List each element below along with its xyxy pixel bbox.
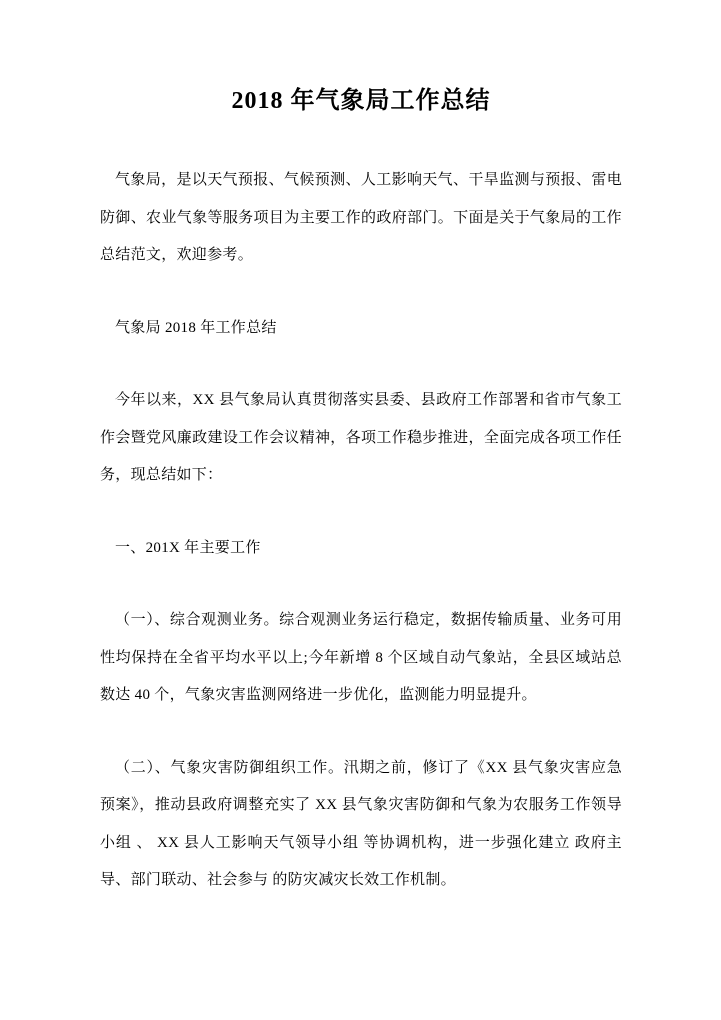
doc-paragraph-item-2: （二）、气象灾害防御组织工作。汛期之前，修订了《XX 县气象灾害应急预案》，推动县政府调整充实了 XX 县气象灾害防御和气象为农服务工作领导小组 、 XX 县人工影响天气领导小组 等协调机构，进一步强化建立 政府主导、部门联动、社会参与 的防灾减灾长效工作机制。 [100, 759, 622, 888]
doc-paragraph-overview: 今年以来，XX 县气象局认真贯彻落实县委、县政府工作部署和省市气象工作会暨党风廉政建设工作会议精神，各项工作稳步推进，全面完成各项工作任务，现总结如下： [100, 392, 622, 483]
doc-paragraph-subtitle: 气象局 2018 年工作总结 [115, 319, 277, 336]
doc-paragraph-intro: 气象局，是以天气预报、气候预测、人工影响天气、干旱监测与预报、雷电防御、农业气象等服务项目为主要工作的政府部门。下面是关于气象局的工作总结范文，欢迎参考。 [100, 172, 622, 263]
doc-paragraph-item-1: （一）、综合观测业务。综合观测业务运行稳定，数据传输质量、业务可用性均保持在全省平均水平以上;今年新增 8 个区域自动气象站，全县区域站总数达 40 个，气象灾害监测网络进一步优化，监测能力明显提升。 [100, 612, 622, 703]
document-title: 2018 年气象局工作总结 [231, 88, 491, 114]
doc-paragraph-section-heading: 一、201X 年主要工作 [115, 539, 261, 556]
